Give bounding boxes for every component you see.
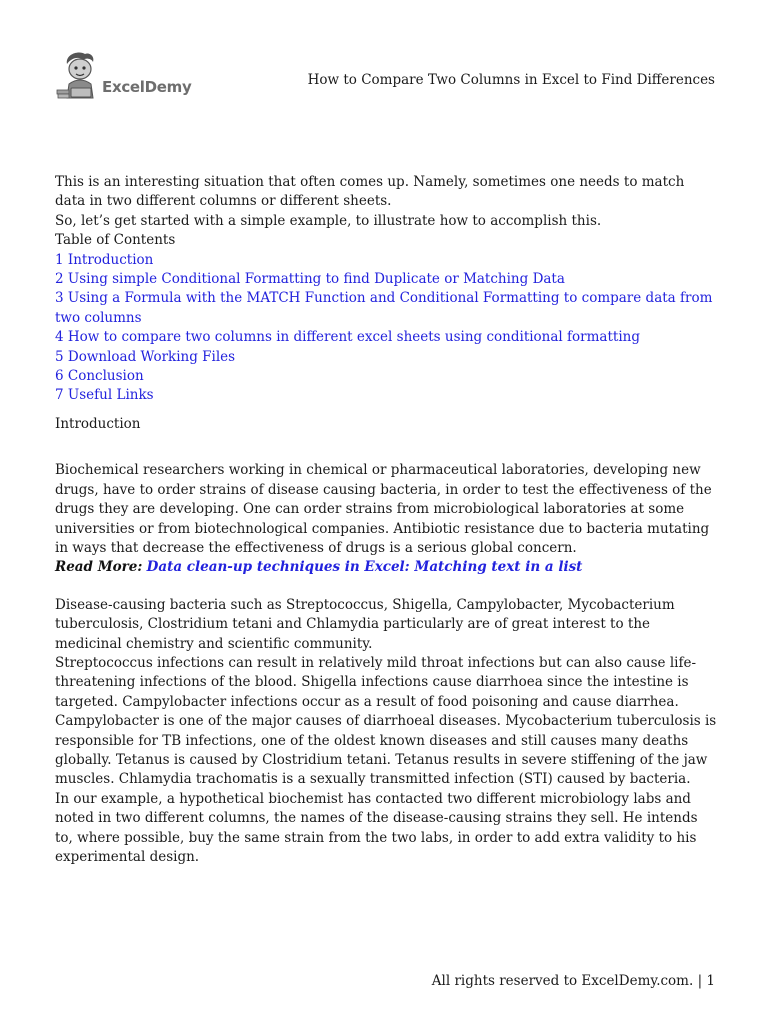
page-footer: All rights reserved to ExcelDemy.com. | 1: [431, 973, 715, 989]
logo-wordmark: ExcelDemy: [102, 78, 192, 96]
section-heading: Introduction: [55, 415, 141, 432]
read-more: [55, 558, 717, 577]
document-title: How to Compare Two Columns in Excel to Find Differences: [307, 72, 715, 88]
toc-heading: Table of Contents: [55, 232, 176, 249]
exceldemy-logo: [55, 50, 192, 102]
body-paragraph-2: Disease-causing bacteria such as Streptococcus, Shigella, Campylobacter, Mycobacterium tuberculosis, Clostridium tetani and Chlamydia particularly are of great interest to the medicinal chemistry and scientific community.: [55, 596, 675, 652]
toc-item-match-formula[interactable]: 3 Using a Formula with the MATCH Function and Conditional Formatting to compare data from two columns: [55, 290, 713, 326]
read-more-link[interactable]: Data clean-up techniques in Excel: Matching text in a list: [146, 559, 583, 576]
toc-item-conclusion[interactable]: 6 Conclusion: [55, 368, 144, 385]
page-header: [55, 50, 715, 106]
toc-item-conditional-formatting[interactable]: 2 Using simple Conditional Formatting to find Duplicate or Matching Data: [55, 271, 565, 288]
intro-paragraph: This is an interesting situation that often comes up. Namely, sometimes one needs to match data in two different columns or different sheets.: [55, 174, 685, 210]
document-body: [55, 173, 717, 867]
toc-item-download[interactable]: 5 Download Working Files: [55, 348, 236, 365]
read-more-label: Read More:: [55, 559, 143, 576]
intro-paragraph-2: So, let’s get started with a simple example, to illustrate how to accomplish this.: [55, 212, 602, 229]
toc-item-introduction[interactable]: 1 Introduction: [55, 251, 154, 268]
toc-item-useful-links[interactable]: 7 Useful Links: [55, 387, 154, 404]
toc-item-different-sheets[interactable]: 4 How to compare two columns in different excel sheets using conditional formatting: [55, 329, 640, 346]
body-paragraph-3: Streptococcus infections can result in relatively mild throat infections but can also cause life-threatening infections of the blood. Shigella infections cause diarrhoea since the intestine is targeted. Campylobacter infections occur as a result of food poisoning and cause diarrhea. Campylobacter is one of the major causes of diarrhoeal diseases. Mycobacterium tuberculosis is responsible for TB infections, one of the oldest known diseases and still causes many deaths globally. Tetanus is caused by Clostridium tetani. Tetanus results in severe stiffening of the jaw muscles. Chlamydia trachomatis is a sexually transmitted infection (STI) caused by bacteria.: [55, 654, 717, 788]
mascot-icon: [55, 50, 103, 102]
body-paragraph-4: In our example, a hypothetical biochemist has contacted two different microbiology labs and noted in two different columns, the names of the disease-causing strains they sell. He intends to, where possible, buy the same strain from the two labs, in order to add extra validity to his experimental design.: [55, 790, 698, 865]
table-of-contents: [55, 231, 717, 406]
body-paragraph-1: Biochemical researchers working in chemical or pharmaceutical laboratories, developing new drugs, have to order strains of disease causing bacteria, in order to test the effectiveness of the drugs they are developing. One can order strains from microbiological laboratories at some universities or from biotechnological companies. Antibiotic resistance due to bacteria mutating in ways that decrease the effectiveness of drugs is a serious global concern.: [55, 462, 712, 556]
